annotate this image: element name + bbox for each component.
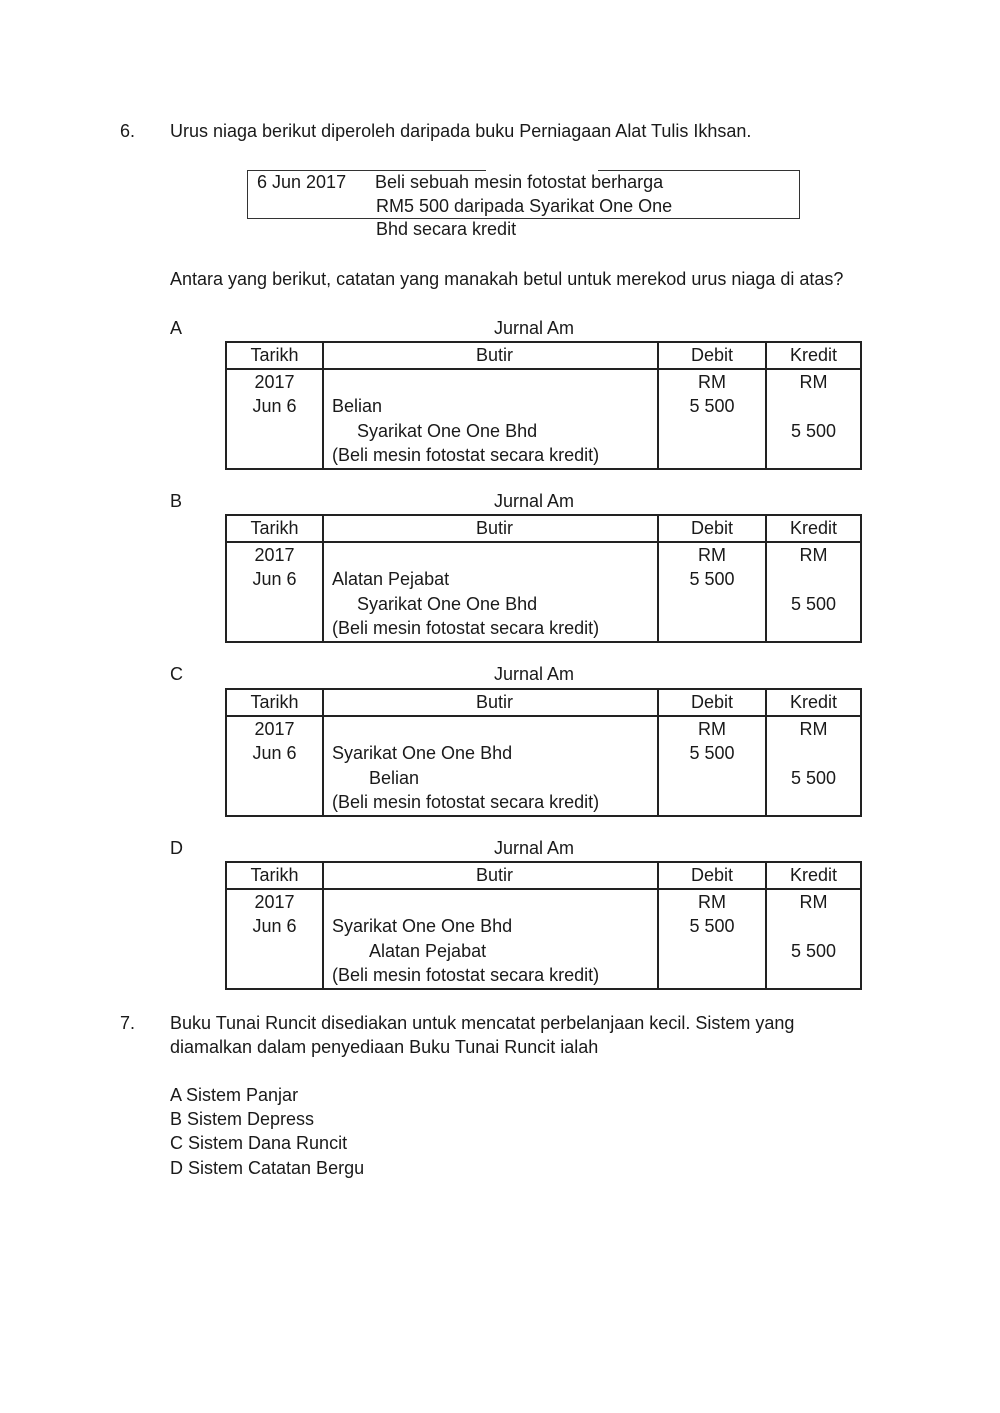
- transaction-date: 6 Jun 2017: [257, 172, 347, 192]
- transaction-line-2: RM5 500 daripada Syarikat One One: [376, 196, 673, 216]
- header-kredit: Kredit: [766, 515, 861, 542]
- credit-amount: 5 500: [766, 939, 861, 964]
- table-row: [226, 741, 861, 766]
- option-c-journal-table: [225, 688, 848, 817]
- debit-account: Belian: [323, 394, 658, 419]
- debit-currency: RM: [658, 716, 766, 742]
- header-butir: Butir: [323, 515, 658, 542]
- table-row: [226, 914, 861, 939]
- narration: (Beli mesin fotostat secara kredit): [323, 443, 658, 469]
- option-d-journal-table: [225, 861, 848, 990]
- credit-account: Belian: [323, 766, 658, 791]
- debit-account: Alatan Pejabat: [323, 567, 658, 592]
- debit-amount: 5 500: [658, 914, 766, 939]
- header-tarikh: Tarikh: [226, 515, 323, 542]
- year-cell: 2017: [226, 716, 323, 742]
- option-a-letter: A: [170, 318, 183, 338]
- transaction-line-3: Bhd secara kredit: [376, 219, 517, 239]
- header-kredit: Kredit: [766, 342, 861, 369]
- credit-amount: 5 500: [766, 592, 861, 617]
- kredit-currency: RM: [766, 889, 861, 915]
- header-kredit: Kredit: [766, 862, 861, 889]
- header-butir: Butir: [323, 862, 658, 889]
- question-7-option-c[interactable]: C Sistem Dana Runcit: [170, 1133, 348, 1153]
- option-a-journal-title: Jurnal Am: [494, 318, 575, 338]
- year-cell: 2017: [226, 369, 323, 395]
- option-c-journal-title: Jurnal Am: [494, 664, 575, 684]
- header-tarikh: Tarikh: [226, 689, 323, 716]
- table-row: [226, 939, 861, 964]
- table-row: [226, 369, 861, 395]
- option-b-journal-table: [225, 514, 848, 643]
- option-d-letter: D: [170, 838, 183, 858]
- table-row: [226, 716, 861, 742]
- question-6-prompt: Urus niaga berikut diperoleh daripada buku Perniagaan Alat Tulis Ikhsan.: [170, 121, 752, 141]
- credit-account: Alatan Pejabat: [323, 939, 658, 964]
- header-debit: Debit: [658, 862, 766, 889]
- question-7-option-b[interactable]: B Sistem Depress: [170, 1109, 315, 1129]
- option-d-journal-title: Jurnal Am: [494, 838, 575, 858]
- header-tarikh: Tarikh: [226, 342, 323, 369]
- question-6-number: 6.: [120, 121, 136, 141]
- header-debit: Debit: [658, 342, 766, 369]
- table-row: [226, 394, 861, 419]
- date-cell: Jun 6: [226, 394, 323, 419]
- table-row: [226, 790, 861, 816]
- question-6-question: Antara yang berikut, catatan yang manakah betul untuk merekod urus niaga di atas?: [170, 269, 844, 289]
- table-row: [226, 616, 861, 642]
- header-debit: Debit: [658, 515, 766, 542]
- question-7-prompt-line-2: diamalkan dalam penyediaan Buku Tunai Runcit ialah: [170, 1037, 599, 1057]
- credit-amount: 5 500: [766, 419, 861, 444]
- header-butir: Butir: [323, 689, 658, 716]
- question-7-option-d[interactable]: D Sistem Catatan Bergu: [170, 1158, 365, 1178]
- question-7-option-a[interactable]: A Sistem Panjar: [170, 1085, 299, 1105]
- kredit-currency: RM: [766, 542, 861, 568]
- debit-currency: RM: [658, 369, 766, 395]
- header-kredit: Kredit: [766, 689, 861, 716]
- table-row: [226, 766, 861, 791]
- credit-account: Syarikat One One Bhd: [323, 419, 658, 444]
- narration: (Beli mesin fotostat secara kredit): [323, 790, 658, 816]
- question-7-number: 7.: [120, 1013, 136, 1033]
- table-row: [226, 443, 861, 469]
- header-tarikh: Tarikh: [226, 862, 323, 889]
- table-row: [226, 542, 861, 568]
- debit-amount: 5 500: [658, 394, 766, 419]
- debit-amount: 5 500: [658, 741, 766, 766]
- option-c-letter: C: [170, 664, 183, 684]
- kredit-currency: RM: [766, 369, 861, 395]
- table-row: [226, 419, 861, 444]
- debit-account: Syarikat One One Bhd: [323, 914, 658, 939]
- narration: (Beli mesin fotostat secara kredit): [323, 616, 658, 642]
- question-7-prompt-line-1: Buku Tunai Runcit disediakan untuk mencatat perbelanjaan kecil. Sistem yang: [170, 1013, 795, 1033]
- option-b-journal-title: Jurnal Am: [494, 491, 575, 511]
- header-butir: Butir: [323, 342, 658, 369]
- credit-amount: 5 500: [766, 766, 861, 791]
- date-cell: Jun 6: [226, 914, 323, 939]
- debit-currency: RM: [658, 542, 766, 568]
- option-a-journal-table: [225, 341, 848, 470]
- debit-currency: RM: [658, 889, 766, 915]
- header-debit: Debit: [658, 689, 766, 716]
- table-row: [226, 889, 861, 915]
- credit-account: Syarikat One One Bhd: [323, 592, 658, 617]
- transaction-line-1: Beli sebuah mesin fotostat berharga: [375, 172, 664, 192]
- date-cell: Jun 6: [226, 741, 323, 766]
- narration: (Beli mesin fotostat secara kredit): [323, 963, 658, 989]
- year-cell: 2017: [226, 889, 323, 915]
- table-row: [226, 963, 861, 989]
- kredit-currency: RM: [766, 716, 861, 742]
- debit-amount: 5 500: [658, 567, 766, 592]
- table-row: [226, 592, 861, 617]
- year-cell: 2017: [226, 542, 323, 568]
- debit-account: Syarikat One One Bhd: [323, 741, 658, 766]
- date-cell: Jun 6: [226, 567, 323, 592]
- table-row: [226, 567, 861, 592]
- option-b-letter: B: [170, 491, 183, 511]
